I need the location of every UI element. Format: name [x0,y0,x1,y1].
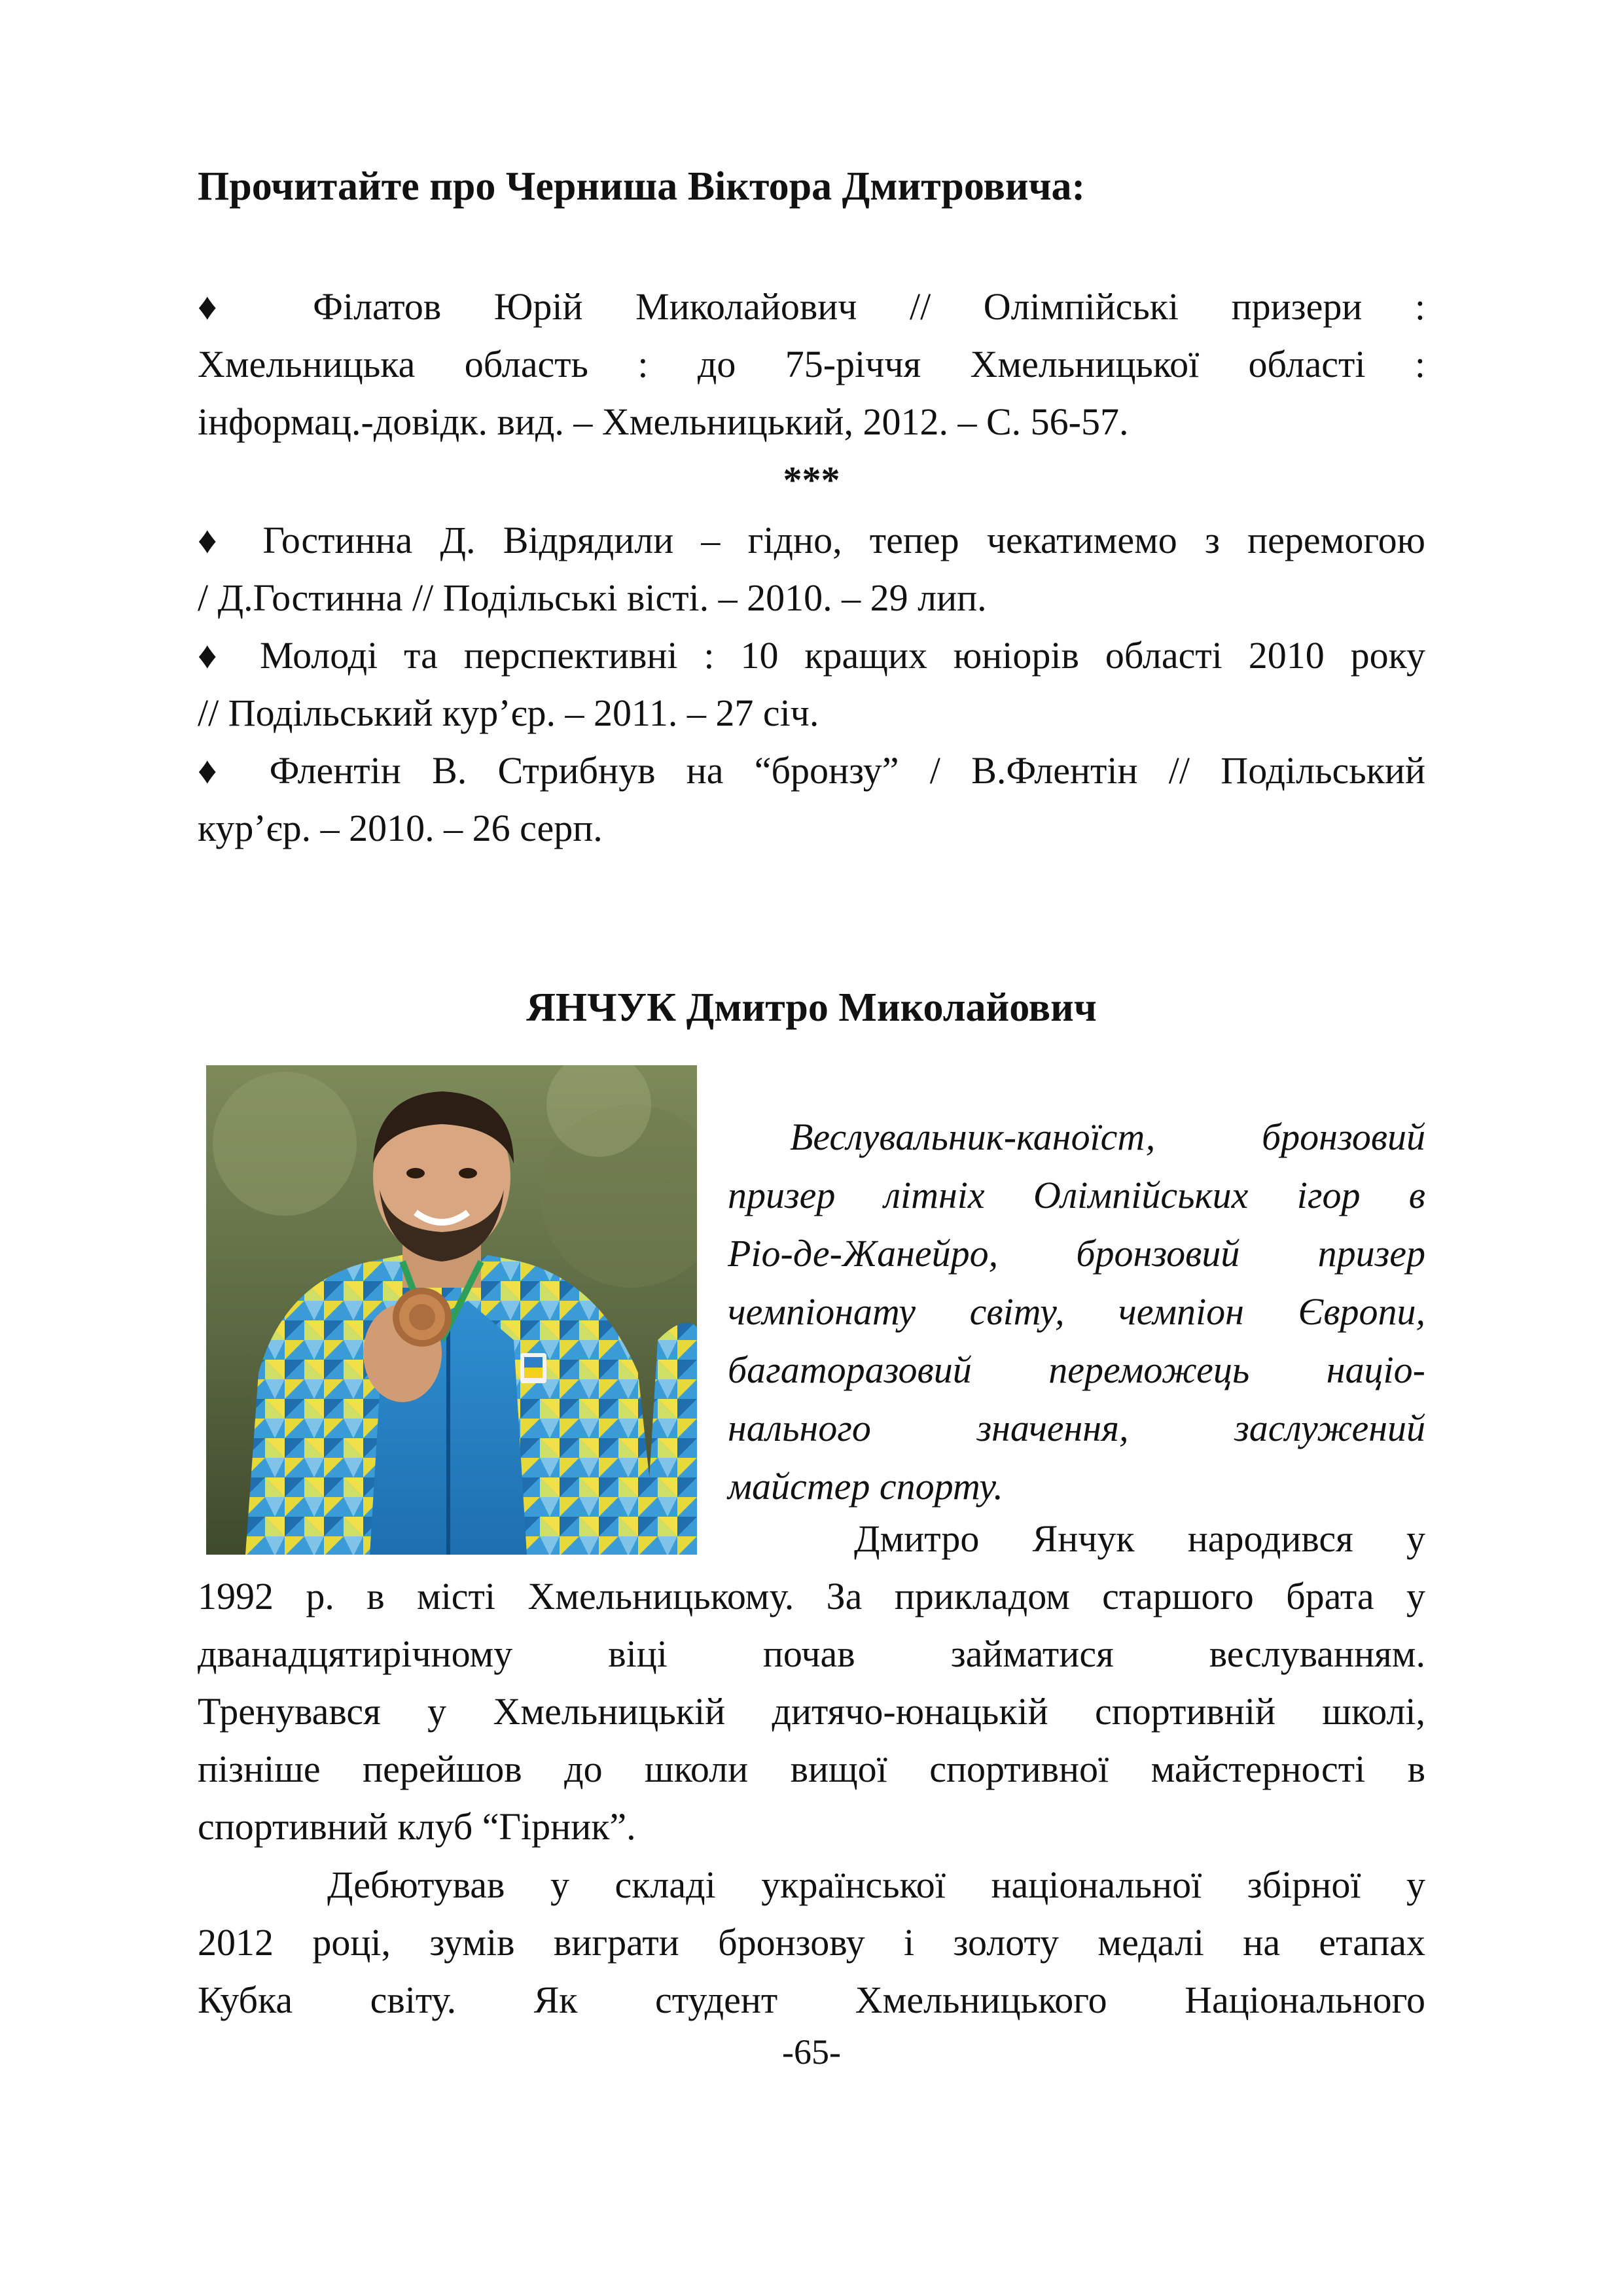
body-line: спортивний клуб “Гірник”. [198,1805,636,1848]
entry-line: // Подільський кур’єр. – 2011. – 27 січ. [198,692,819,734]
entry-line: Хмельницька область : до 75-річчя Хмельницької області : [198,343,1425,385]
body-line: Тренувався у Хмельницькій дитячо-юнацькій спортивній школі, [198,1690,1425,1733]
body-line: 2012 році, зумів виграти бронзову і золоту медалі на етапах [198,1921,1425,1964]
athlete-portrait-photo [206,1065,697,1555]
body-line: дванадцятирічному віці почав займатися веслуванням. [198,1633,1425,1675]
entry-line: ♦ Філатов Юрій Миколайович // Олімпійські призери : [198,285,1425,328]
biography-paragraph [198,1856,1425,2029]
intro-line: багаторазовий переможець націо- [728,1349,1425,1391]
paragraph-first-line [854,1510,1425,1568]
page-number: -65- [782,2032,841,2072]
separator-asterisks: *** [783,459,840,501]
intro-line: майстер спорту. [728,1465,1003,1508]
intro-line: нального значення, заслужений [728,1407,1425,1449]
body-line: пізніше перейшов до школи вищої спортивної майстерності в [198,1748,1425,1790]
entry-line: інформац.-довідк. вид. – Хмельницький, 2012. – С. 56-57. [198,400,1129,443]
intro-line: Веслувальник-каноїст, бронзовий [790,1116,1425,1158]
bibliography-entry [198,278,1425,451]
biography-heading: ЯНЧУК Дмитро Миколайович [526,985,1097,1030]
intro-line: чемпіонату світу, чемпіон Європи, [728,1290,1425,1333]
body-line: 1992 р. в місті Хмельницькому. За прикладом старшого брата у [198,1575,1425,1617]
entry-line: ♦ Молоді та перспективні : 10 кращих юніорів області 2010 року [198,634,1425,677]
bibliography-entry [198,742,1425,857]
body-line: Дебютував у складі української національної збірної у [327,1863,1425,1906]
entry-line: ♦ Гостинна Д. Відрядили – гідно, тепер чекатимемо з перемогою [198,519,1425,561]
bibliography-entry [198,627,1425,742]
entry-line: / Д.Гостинна // Подільські вісті. – 2010. – 29 лип. [198,576,987,619]
intro-line: призер літніх Олімпійських ігор в [728,1174,1425,1216]
body-line: Кубка світу. Як студент Хмельницького Національного [198,1979,1425,2021]
body-line: Дмитро Янчук народився у [854,1517,1425,1560]
entry-line: кур’єр. – 2010. – 26 серп. [198,807,603,849]
biography-paragraph [198,1568,1425,1856]
section-heading: Прочитайте про Черниша Віктора Дмитровича: [198,164,1086,209]
entry-line: ♦ Флентін В. Стрибнув на “бронзу” / В.Флентін // Подільський [198,749,1425,792]
biography-intro [728,1108,1425,1515]
bibliography-entry [198,512,1425,627]
intro-line: Ріо-де-Жанейро, бронзовий призер [728,1232,1425,1275]
